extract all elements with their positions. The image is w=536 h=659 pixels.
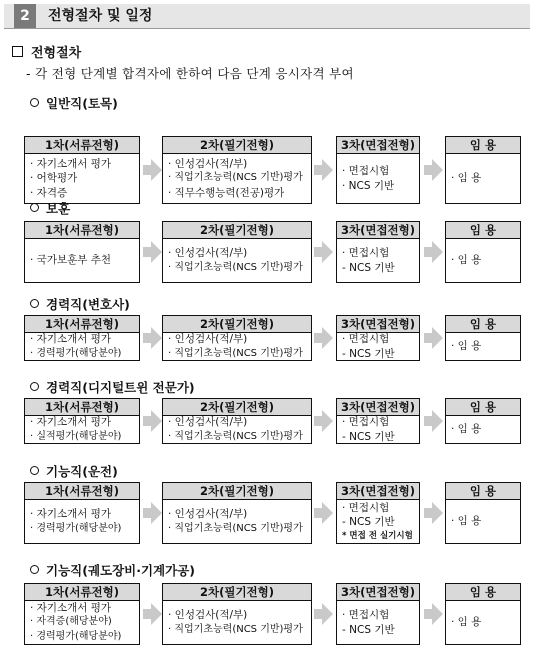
stage-item: · 인성검사(적/부) [168, 157, 248, 170]
procedure-section [0, 199, 536, 283]
next-stage-arrow-icon [432, 241, 443, 263]
stage-header: 1차(서류전형) [25, 584, 139, 601]
stage-items [25, 500, 139, 543]
stage-item: · 직업기초능력(NCS 기반)평가 [168, 347, 303, 359]
stage-box-1 [24, 136, 140, 204]
next-stage-arrow-icon [151, 159, 162, 181]
stage-items [446, 239, 520, 282]
stage-item: - NCS 기반 [342, 261, 395, 274]
section-heading [30, 378, 195, 396]
next-stage-arrow-icon [322, 410, 333, 432]
next-stage-arrow-icon [432, 603, 443, 625]
section-title: 전형절차 및 일정 [48, 8, 153, 24]
stage-item: · 임 용 [451, 423, 482, 436]
section-heading [30, 462, 118, 480]
section-number: 2 [14, 4, 36, 28]
stage-header: 3차(면접전형) [337, 399, 419, 416]
procedure-section [0, 94, 536, 204]
stage-header: 2차(필기전형) [163, 222, 311, 239]
stage-box-4 [445, 315, 521, 361]
stage-box-4 [445, 221, 521, 283]
stage-header: 2차(필기전형) [163, 316, 311, 333]
stage-items [163, 154, 311, 203]
stage-header: 3차(면접전형) [337, 222, 419, 239]
stage-header: 3차(면접전형) [337, 316, 419, 333]
stage-item: · 자격증 [30, 186, 68, 199]
procedure-section [0, 561, 536, 645]
stage-header: 2차(필기전형) [163, 483, 311, 500]
stage-item: · 면접시험 [342, 165, 390, 177]
stage-item: · 임 용 [451, 340, 482, 353]
stage-box-2 [162, 482, 312, 544]
stage-header: 3차(면접전형) [337, 584, 419, 601]
section-heading-text: 보훈 [46, 201, 71, 216]
stage-box-4 [445, 583, 521, 645]
section-heading-text: 기능직(궤도장비·기계가공) [46, 563, 195, 578]
stage-item: · 직업기초능력(NCS 기반)평가 [168, 430, 303, 442]
square-bullet-icon [12, 46, 23, 57]
stage-box-1 [24, 315, 140, 361]
stage-item: · 임 용 [451, 616, 482, 629]
next-stage-arrow-icon [322, 502, 333, 524]
circle-bullet-icon [30, 565, 39, 574]
next-stage-arrow-icon [432, 159, 443, 181]
stage-item: · 면접시험 [342, 501, 390, 514]
stage-header: 1차(서류전형) [25, 222, 139, 239]
stage-header: 1차(서류전형) [25, 137, 139, 154]
stage-header: 2차(필기전형) [163, 137, 311, 154]
next-stage-arrow-icon [322, 603, 333, 625]
stage-item: · 임 용 [451, 515, 482, 528]
procedure-section [0, 462, 536, 544]
subsection-heading [12, 42, 81, 61]
stage-item: - NCS 기반 [342, 347, 395, 360]
stage-item: · 어학평가 [30, 172, 78, 185]
next-stage-arrow-icon [151, 327, 162, 349]
stage-header: 임 용 [446, 222, 520, 239]
stage-item: · 직업기초능력(NCS 기반)평가 [168, 172, 303, 184]
section-header [4, 4, 530, 29]
stage-items [337, 500, 419, 543]
stage-item: * 면접 전 실기시험 [342, 530, 413, 541]
stage-item: · 경력평가(해당분야) [30, 630, 122, 642]
circle-bullet-icon [30, 299, 39, 308]
subsection-description: - 각 전형 단계별 합격자에 한하여 다음 단계 응시자격 부여 [26, 66, 354, 81]
stage-box-4 [445, 398, 521, 444]
next-stage-arrow-icon [432, 410, 443, 432]
stage-header: 임 용 [446, 584, 520, 601]
stage-item: · 자기소개서 평가 [30, 333, 112, 345]
section-heading-text: 경력직(디지털트윈 전문가) [46, 380, 195, 395]
section-heading [30, 561, 195, 579]
stage-items [25, 239, 139, 282]
stage-item: · 인성검사(적/부) [168, 247, 248, 259]
stage-items [446, 601, 520, 644]
stage-item: · 인성검사(적/부) [168, 416, 248, 428]
stage-items [25, 416, 139, 443]
stage-items [337, 239, 419, 282]
stage-items [163, 601, 311, 644]
stage-box-3 [336, 583, 420, 645]
stage-items [25, 333, 139, 360]
stage-item: · 실적평가(해당분야) [30, 430, 122, 442]
stage-item: - NCS 기반 [342, 623, 395, 636]
stage-item: · 자기소개서 평가 [30, 601, 112, 614]
stage-box-1 [24, 221, 140, 283]
stage-items [337, 601, 419, 644]
stage-item: · 직무수행능력(전공)평가 [168, 186, 285, 199]
stage-header: 2차(필기전형) [163, 399, 311, 416]
stage-header: 1차(서류전형) [25, 483, 139, 500]
circle-bullet-icon [30, 203, 39, 212]
stage-item: · 면접시험 [342, 609, 390, 621]
next-stage-arrow-icon [432, 327, 443, 349]
stage-box-1 [24, 482, 140, 544]
subsection-title: 전형절차 [31, 46, 82, 61]
section-heading-text: 일반직(토목) [46, 96, 118, 111]
stage-item: - NCS 기반 [342, 516, 395, 528]
next-stage-arrow-icon [151, 502, 162, 524]
section-heading [30, 295, 130, 313]
next-stage-arrow-icon [151, 241, 162, 263]
stage-items [337, 154, 419, 203]
stage-items [25, 154, 139, 203]
stage-item: · 자격증(해당분야) [30, 616, 112, 628]
next-stage-arrow-icon [151, 603, 162, 625]
stage-box-3 [336, 398, 420, 444]
stage-header: 1차(서류전형) [25, 316, 139, 333]
stage-box-3 [336, 221, 420, 283]
stage-items [446, 500, 520, 543]
stage-item: · 자기소개서 평가 [30, 157, 112, 170]
section-heading [30, 199, 70, 217]
stage-item: · 경력평가(해당분야) [30, 522, 122, 534]
stage-header: 임 용 [446, 137, 520, 154]
stage-item: · 직업기초능력(NCS 기반)평가 [168, 261, 303, 273]
stage-item: · NCS 기반 [342, 179, 395, 192]
stage-items [446, 333, 520, 360]
stage-item: · 면접시험 [342, 247, 390, 259]
stage-items [163, 333, 311, 360]
stage-items [337, 416, 419, 443]
stage-item: · 임 용 [451, 254, 482, 267]
stage-header: 1차(서류전형) [25, 399, 139, 416]
stage-box-4 [445, 482, 521, 544]
circle-bullet-icon [30, 466, 39, 475]
stage-items [446, 154, 520, 203]
stage-box-4 [445, 136, 521, 204]
stage-box-2 [162, 136, 312, 204]
next-stage-arrow-icon [322, 159, 333, 181]
stage-box-2 [162, 583, 312, 645]
stage-box-1 [24, 398, 140, 444]
stage-item: · 직업기초능력(NCS 기반)평가 [168, 623, 303, 635]
stage-item: · 자기소개서 평가 [30, 508, 112, 520]
stage-item: · 경력평가(해당분야) [30, 347, 122, 359]
stage-item: · 인성검사(적/부) [168, 609, 248, 621]
stage-header: 3차(면접전형) [337, 483, 419, 500]
stage-box-3 [336, 315, 420, 361]
stage-box-2 [162, 221, 312, 283]
stage-items [337, 333, 419, 360]
next-stage-arrow-icon [432, 502, 443, 524]
stage-box-3 [336, 136, 420, 204]
stage-header: 임 용 [446, 483, 520, 500]
stage-header: 3차(면접전형) [337, 137, 419, 154]
stage-items [163, 239, 311, 282]
stage-items [163, 416, 311, 443]
stage-item: · 국가보훈부 추천 [30, 254, 112, 267]
section-heading-text: 경력직(변호사) [46, 297, 130, 312]
stage-item: - NCS 기반 [342, 430, 395, 443]
stage-header: 임 용 [446, 316, 520, 333]
circle-bullet-icon [30, 98, 39, 107]
stage-item: · 면접시험 [342, 333, 390, 345]
stage-items [163, 500, 311, 543]
procedure-section [0, 378, 536, 444]
stage-header: 2차(필기전형) [163, 584, 311, 601]
stage-item: · 임 용 [451, 172, 482, 185]
stage-items [446, 416, 520, 443]
stage-item: · 직업기초능력(NCS 기반)평가 [168, 522, 303, 534]
stage-item: · 인성검사(적/부) [168, 508, 248, 520]
stage-item: · 면접시험 [342, 416, 390, 428]
procedure-section [0, 295, 536, 361]
stage-box-2 [162, 398, 312, 444]
section-heading-text: 기능직(운전) [46, 464, 118, 479]
stage-item: · 자기소개서 평가 [30, 416, 112, 428]
circle-bullet-icon [30, 382, 39, 391]
stage-item: · 인성검사(적/부) [168, 333, 248, 345]
section-heading [30, 94, 118, 112]
next-stage-arrow-icon [322, 241, 333, 263]
stage-header: 임 용 [446, 399, 520, 416]
stage-box-2 [162, 315, 312, 361]
next-stage-arrow-icon [322, 327, 333, 349]
stage-box-3 [336, 482, 420, 544]
stage-items [25, 601, 139, 644]
stage-box-1 [24, 583, 140, 645]
next-stage-arrow-icon [151, 410, 162, 432]
